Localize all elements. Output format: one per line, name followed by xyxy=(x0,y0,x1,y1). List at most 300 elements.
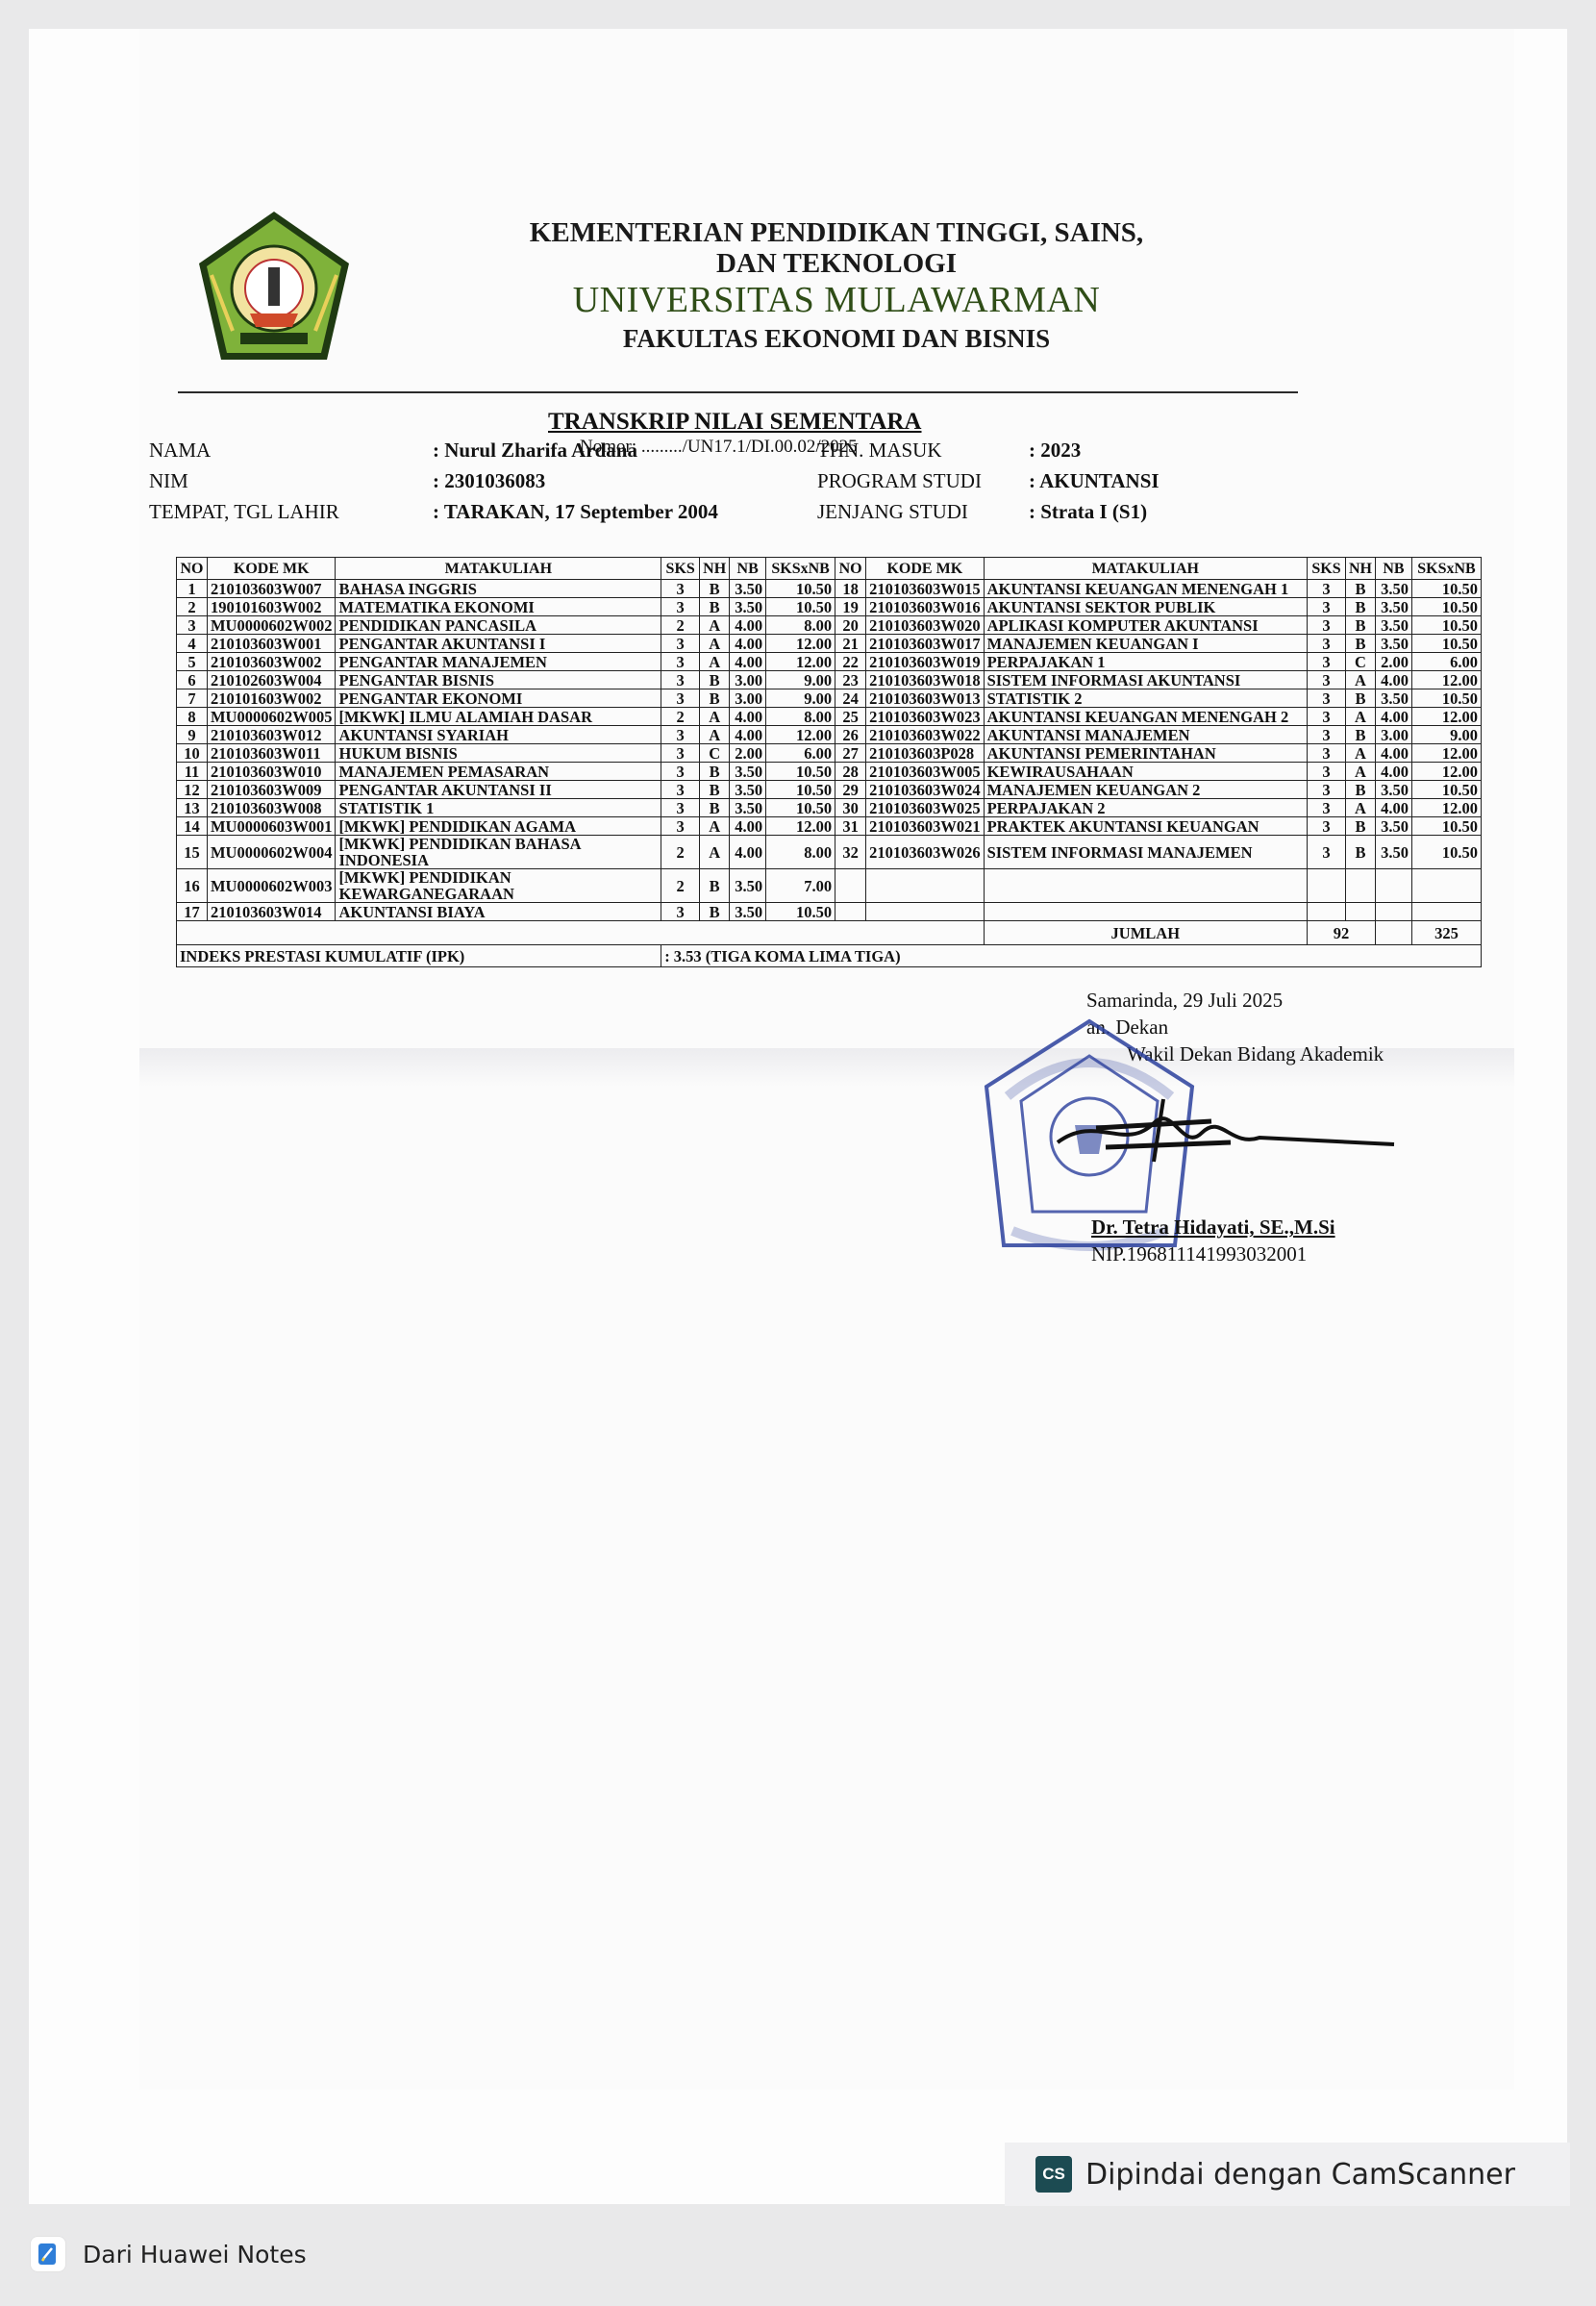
cell-kode-mk: 210103603W016 xyxy=(866,598,985,616)
cell-matakuliah: AKUNTANSI KEUANGAN MENENGAH 2 xyxy=(984,708,1307,726)
cell-kode-mk: 210103603W019 xyxy=(866,653,985,671)
cell-nb: 2.00 xyxy=(1375,653,1411,671)
cell-kode-mk: 210103603W022 xyxy=(866,726,985,744)
table-row xyxy=(177,799,1482,817)
camscanner-text: Dipindai dengan CamScanner xyxy=(1085,2157,1515,2192)
cell-matakuliah: PENGANTAR EKONOMI xyxy=(336,689,661,708)
col-header-nb: NB xyxy=(1375,558,1411,580)
cell-sksxnb: 10.50 xyxy=(766,763,835,781)
cell-nh: B xyxy=(700,763,730,781)
cell-nh: B xyxy=(1345,836,1375,869)
cell-no: 2 xyxy=(177,598,208,616)
cell-no: 17 xyxy=(177,903,208,921)
cell-sks: 3 xyxy=(661,580,700,598)
cell-matakuliah: SISTEM INFORMASI MANAJEMEN xyxy=(984,836,1307,869)
cell-nh: B xyxy=(700,903,730,921)
cell-no: 3 xyxy=(177,616,208,635)
cell-kode-mk: MU0000602W005 xyxy=(207,708,336,726)
col-header-sks: SKS xyxy=(1308,558,1346,580)
cell-matakuliah: APLIKASI KOMPUTER AKUNTANSI xyxy=(984,616,1307,635)
cell-kode-mk xyxy=(866,903,985,921)
table-row xyxy=(177,836,1482,869)
total-row xyxy=(177,921,1482,945)
cell-nh: B xyxy=(1345,616,1375,635)
cell-matakuliah: [MKWK] PENDIDIKAN AGAMA xyxy=(336,817,661,836)
cell-no: 28 xyxy=(835,763,866,781)
cell-sksxnb: 9.00 xyxy=(766,689,835,708)
total-label: JUMLAH xyxy=(984,921,1307,945)
cell-nb: 4.00 xyxy=(730,616,766,635)
year-label: THN. MASUK xyxy=(817,439,942,462)
cell-matakuliah: PENGANTAR MANAJEMEN xyxy=(336,653,661,671)
cell-sks: 3 xyxy=(661,689,700,708)
cell-nh: A xyxy=(700,836,730,869)
cell-no: 18 xyxy=(835,580,866,598)
ministry-line-1: KEMENTERIAN PENDIDIKAN TINGGI, SAINS, xyxy=(529,217,1144,248)
cell-no xyxy=(835,869,866,903)
cell-no: 20 xyxy=(835,616,866,635)
cell-kode-mk: 210103603W013 xyxy=(866,689,985,708)
footer-text: Dari Huawei Notes xyxy=(83,2240,307,2268)
cell-nb: 4.00 xyxy=(1375,671,1411,689)
cell-sks: 3 xyxy=(661,671,700,689)
cell-nh: C xyxy=(700,744,730,763)
cell-sksxnb: 12.00 xyxy=(766,653,835,671)
cell-matakuliah: SISTEM INFORMASI AKUNTANSI xyxy=(984,671,1307,689)
cell-matakuliah: KEWIRAUSAHAAN xyxy=(984,763,1307,781)
cell-sksxnb: 8.00 xyxy=(766,836,835,869)
col-header-no: NO xyxy=(177,558,208,580)
cell-kode-mk: 210103603W009 xyxy=(207,781,336,799)
cell-kode-mk: MU0000603W001 xyxy=(207,817,336,836)
cell-no: 6 xyxy=(177,671,208,689)
cell-sksxnb: 12.00 xyxy=(1411,744,1481,763)
cell-matakuliah: PENGANTAR AKUNTANSI II xyxy=(336,781,661,799)
cell-matakuliah: [MKWK] ILMU ALAMIAH DASAR xyxy=(336,708,661,726)
cell-sks: 2 xyxy=(661,869,700,903)
program-value: : AKUNTANSI xyxy=(1029,469,1160,492)
cell-nh: B xyxy=(1345,726,1375,744)
cell-matakuliah: MANAJEMEN KEUANGAN I xyxy=(984,635,1307,653)
faculty-name: FAKULTAS EKONOMI DAN BISNIS xyxy=(622,324,1051,353)
cell-matakuliah: PENGANTAR AKUNTANSI I xyxy=(336,635,661,653)
cell-no: 7 xyxy=(177,689,208,708)
cell-no: 1 xyxy=(177,580,208,598)
cell-sks: 3 xyxy=(1308,817,1346,836)
cell-sksxnb: 10.50 xyxy=(766,903,835,921)
cell-sksxnb: 10.50 xyxy=(1411,817,1481,836)
cell-sks: 3 xyxy=(661,903,700,921)
total-blank xyxy=(1375,921,1411,945)
cell-nb: 3.50 xyxy=(1375,817,1411,836)
cell-sks: 3 xyxy=(1308,635,1346,653)
cell-nb: 3.50 xyxy=(1375,598,1411,616)
cell-sksxnb: 10.50 xyxy=(766,598,835,616)
cell-kode-mk: 210103603W002 xyxy=(207,653,336,671)
cell-matakuliah: AKUNTANSI SYARIAH xyxy=(336,726,661,744)
cell-sksxnb: 12.00 xyxy=(1411,671,1481,689)
cell-nb: 4.00 xyxy=(730,635,766,653)
table-row xyxy=(177,869,1482,903)
cell-matakuliah: AKUNTANSI SEKTOR PUBLIK xyxy=(984,598,1307,616)
cell-matakuliah: [MKWK] PENDIDIKAN BAHASA INDONESIA xyxy=(336,836,661,869)
cell-no: 14 xyxy=(177,817,208,836)
cell-sks: 3 xyxy=(1308,708,1346,726)
cell-nb: 3.50 xyxy=(1375,781,1411,799)
cell-nb: 3.50 xyxy=(730,799,766,817)
cell-sks: 3 xyxy=(661,726,700,744)
ipk-row xyxy=(177,945,1482,967)
cell-no: 30 xyxy=(835,799,866,817)
cell-sksxnb xyxy=(1411,869,1481,903)
cell-sksxnb: 12.00 xyxy=(766,726,835,744)
cell-nb: 3.50 xyxy=(1375,836,1411,869)
cell-sks: 3 xyxy=(1308,781,1346,799)
cell-sksxnb: 7.00 xyxy=(766,869,835,903)
cell-kode-mk: 190101603W002 xyxy=(207,598,336,616)
cell-sks xyxy=(1308,903,1346,921)
cell-no: 9 xyxy=(177,726,208,744)
cell-kode-mk: MU0000602W004 xyxy=(207,836,336,869)
cell-matakuliah: PENGANTAR BISNIS xyxy=(336,671,661,689)
cell-matakuliah: MATEMATIKA EKONOMI xyxy=(336,598,661,616)
cell-kode-mk: 210103603W005 xyxy=(866,763,985,781)
cell-nb: 3.50 xyxy=(1375,616,1411,635)
cell-sksxnb: 6.00 xyxy=(766,744,835,763)
cell-nh: B xyxy=(700,799,730,817)
cell-no: 16 xyxy=(177,869,208,903)
col-header-nh: NH xyxy=(1345,558,1375,580)
cell-matakuliah: STATISTIK 2 xyxy=(984,689,1307,708)
cell-sksxnb: 12.00 xyxy=(766,817,835,836)
university-logo xyxy=(192,208,356,369)
cell-no: 22 xyxy=(835,653,866,671)
cell-matakuliah: BAHASA INGGRIS xyxy=(336,580,661,598)
cell-no: 24 xyxy=(835,689,866,708)
ipk-value: : 3.53 (TIGA KOMA LIMA TIGA) xyxy=(661,945,1482,967)
cell-kode-mk: 210103603W026 xyxy=(866,836,985,869)
cell-sksxnb: 10.50 xyxy=(1411,781,1481,799)
cell-sksxnb: 9.00 xyxy=(1411,726,1481,744)
cell-nb: 4.00 xyxy=(730,726,766,744)
cell-no: 19 xyxy=(835,598,866,616)
col-header-matakuliah: MATAKULIAH xyxy=(336,558,661,580)
cell-sksxnb: 12.00 xyxy=(1411,799,1481,817)
cell-sksxnb: 9.00 xyxy=(766,671,835,689)
document-title: TRANSKRIP NILAI SEMENTARA xyxy=(548,409,922,435)
cell-sksxnb: 10.50 xyxy=(766,580,835,598)
birth-label: TEMPAT, TGL LAHIR xyxy=(149,500,339,523)
table-row xyxy=(177,708,1482,726)
handwritten-signature xyxy=(1038,1094,1404,1171)
cell-sksxnb: 10.50 xyxy=(1411,580,1481,598)
table-row xyxy=(177,653,1482,671)
nim-label: NIM xyxy=(149,469,188,492)
cell-nb: 3.00 xyxy=(730,671,766,689)
total-sks: 92 xyxy=(1308,921,1376,945)
col-header-kode-mk: KODE MK xyxy=(207,558,336,580)
cell-nb: 4.00 xyxy=(1375,708,1411,726)
cell-matakuliah: AKUNTANSI MANAJEMEN xyxy=(984,726,1307,744)
cell-nb xyxy=(1375,869,1411,903)
col-header-sksxnb: SKSxNB xyxy=(1411,558,1481,580)
cell-matakuliah: PENDIDIKAN PANCASILA xyxy=(336,616,661,635)
nim-value: : 2301036083 xyxy=(433,469,546,492)
cell-sksxnb: 12.00 xyxy=(1411,763,1481,781)
cell-nh: B xyxy=(700,580,730,598)
university-name: UNIVERSITAS MULAWARMAN xyxy=(572,280,1101,320)
camscanner-logo-icon: CS xyxy=(1035,2156,1072,2193)
cell-no: 15 xyxy=(177,836,208,869)
total-spacer xyxy=(177,921,985,945)
cell-kode-mk: 210102603W004 xyxy=(207,671,336,689)
cell-nb: 2.00 xyxy=(730,744,766,763)
cell-sks: 2 xyxy=(661,836,700,869)
cell-sksxnb: 10.50 xyxy=(766,799,835,817)
cell-nh: B xyxy=(700,781,730,799)
cell-matakuliah: PERPAJAKAN 2 xyxy=(984,799,1307,817)
cell-sksxnb: 10.50 xyxy=(1411,598,1481,616)
cell-nh: B xyxy=(1345,598,1375,616)
cell-sks: 3 xyxy=(1308,763,1346,781)
cell-sks: 3 xyxy=(661,817,700,836)
cell-nb: 3.50 xyxy=(730,869,766,903)
table-row xyxy=(177,763,1482,781)
cell-matakuliah: HUKUM BISNIS xyxy=(336,744,661,763)
cell-kode-mk: 210103603W020 xyxy=(866,616,985,635)
cell-matakuliah: AKUNTANSI PEMERINTAHAN xyxy=(984,744,1307,763)
cell-sks: 3 xyxy=(661,653,700,671)
cell-nh: B xyxy=(1345,580,1375,598)
table-header-row xyxy=(177,558,1482,580)
cell-kode-mk: 210103603W023 xyxy=(866,708,985,726)
birth-value: : TARAKAN, 17 September 2004 xyxy=(433,500,718,523)
cell-kode-mk: 210103603W017 xyxy=(866,635,985,653)
cell-no: 11 xyxy=(177,763,208,781)
cell-nh: B xyxy=(1345,817,1375,836)
cell-sks: 3 xyxy=(661,598,700,616)
cell-matakuliah: MANAJEMEN PEMASARAN xyxy=(336,763,661,781)
cell-kode-mk: 210103603W007 xyxy=(207,580,336,598)
cell-nh: B xyxy=(1345,635,1375,653)
cell-sksxnb: 8.00 xyxy=(766,616,835,635)
col-header-matakuliah: MATAKULIAH xyxy=(984,558,1307,580)
document-page xyxy=(29,29,1567,2204)
cell-sksxnb: 10.50 xyxy=(1411,689,1481,708)
cell-nb: 4.00 xyxy=(1375,799,1411,817)
table-row xyxy=(177,635,1482,653)
cell-matakuliah: [MKWK] PENDIDIKAN KEWARGANEGARAAN xyxy=(336,869,661,903)
cell-matakuliah xyxy=(984,869,1307,903)
cell-nh: B xyxy=(1345,689,1375,708)
cell-nb: 3.50 xyxy=(1375,635,1411,653)
col-header-nb: NB xyxy=(730,558,766,580)
cell-matakuliah: AKUNTANSI BIAYA xyxy=(336,903,661,921)
cell-kode-mk: 210103603W011 xyxy=(207,744,336,763)
cell-nb: 4.00 xyxy=(1375,744,1411,763)
cell-sks: 3 xyxy=(661,763,700,781)
table-row xyxy=(177,903,1482,921)
cell-nb: 3.50 xyxy=(730,580,766,598)
cell-matakuliah: PRAKTEK AKUNTANSI KEUANGAN xyxy=(984,817,1307,836)
name-value: : Nurul Zharifa Ardana xyxy=(433,439,637,462)
cell-sksxnb: 10.50 xyxy=(1411,616,1481,635)
signer-position: Wakil Dekan Bidang Akademik xyxy=(1127,1042,1384,1065)
level-label: JENJANG STUDI xyxy=(817,500,968,523)
cell-nh: B xyxy=(700,869,730,903)
cell-kode-mk: 210103603W024 xyxy=(866,781,985,799)
cell-nb: 3.50 xyxy=(1375,580,1411,598)
table-row xyxy=(177,689,1482,708)
cell-sks: 3 xyxy=(661,744,700,763)
cell-kode-mk: 210103603W021 xyxy=(866,817,985,836)
table-row xyxy=(177,598,1482,616)
cell-nh: A xyxy=(1345,763,1375,781)
program-label: PROGRAM STUDI xyxy=(817,469,982,492)
cell-matakuliah: PERPAJAKAN 1 xyxy=(984,653,1307,671)
cell-no: 13 xyxy=(177,799,208,817)
cell-sksxnb: 12.00 xyxy=(1411,708,1481,726)
cell-no: 25 xyxy=(835,708,866,726)
cell-sks: 3 xyxy=(1308,726,1346,744)
cell-kode-mk: 210103603W014 xyxy=(207,903,336,921)
cell-sks: 3 xyxy=(1308,744,1346,763)
cell-no xyxy=(835,903,866,921)
cell-nh: B xyxy=(700,671,730,689)
cell-matakuliah xyxy=(984,903,1307,921)
on-behalf: an. Dekan xyxy=(1086,1015,1169,1039)
cell-nh: B xyxy=(700,689,730,708)
cell-sks: 3 xyxy=(1308,799,1346,817)
signer-nip: NIP.196811141993032001 xyxy=(1091,1242,1308,1266)
cell-nb: 3.00 xyxy=(730,689,766,708)
table-row xyxy=(177,616,1482,635)
cell-nh: A xyxy=(1345,744,1375,763)
col-header-nh: NH xyxy=(700,558,730,580)
ministry-line-2: DAN TEKNOLOGI xyxy=(715,248,958,279)
cell-nb: 3.00 xyxy=(1375,726,1411,744)
cell-sks: 3 xyxy=(1308,689,1346,708)
table-row xyxy=(177,671,1482,689)
cell-nh: B xyxy=(1345,781,1375,799)
cell-sksxnb xyxy=(1411,903,1481,921)
camscanner-watermark xyxy=(1005,2143,1570,2206)
cell-no: 31 xyxy=(835,817,866,836)
cell-no: 8 xyxy=(177,708,208,726)
grades-table xyxy=(176,557,1482,967)
source-footer xyxy=(31,2237,307,2271)
cell-kode-mk: 210103603W008 xyxy=(207,799,336,817)
cell-sksxnb: 8.00 xyxy=(766,708,835,726)
cell-no: 5 xyxy=(177,653,208,671)
cell-nh: A xyxy=(1345,708,1375,726)
cell-no: 4 xyxy=(177,635,208,653)
cell-matakuliah: MANAJEMEN KEUANGAN 2 xyxy=(984,781,1307,799)
cell-no: 27 xyxy=(835,744,866,763)
cell-nh: C xyxy=(1345,653,1375,671)
cell-nb xyxy=(1375,903,1411,921)
cell-sks: 2 xyxy=(661,616,700,635)
level-value: : Strata I (S1) xyxy=(1029,500,1148,523)
name-label: NAMA xyxy=(149,439,212,462)
col-header-kode-mk: KODE MK xyxy=(866,558,985,580)
cell-nh: A xyxy=(700,635,730,653)
document-number: Nomor: ........./UN17.1/DI.00.02/2025 xyxy=(580,437,858,457)
cell-sksxnb: 6.00 xyxy=(1411,653,1481,671)
cell-sks: 3 xyxy=(1308,836,1346,869)
place-date: Samarinda, 29 Juli 2025 xyxy=(1086,989,1284,1012)
cell-kode-mk: 210103603W001 xyxy=(207,635,336,653)
cell-kode-mk: MU0000602W002 xyxy=(207,616,336,635)
cell-sksxnb: 10.50 xyxy=(1411,635,1481,653)
cell-nb: 3.50 xyxy=(730,763,766,781)
cell-nh: A xyxy=(700,616,730,635)
cell-nh xyxy=(1345,869,1375,903)
cell-sks: 3 xyxy=(1308,598,1346,616)
header-divider xyxy=(178,391,1298,393)
cell-no: 23 xyxy=(835,671,866,689)
cell-kode-mk: 210103603W012 xyxy=(207,726,336,744)
cell-sksxnb: 10.50 xyxy=(1411,836,1481,869)
cell-no: 29 xyxy=(835,781,866,799)
cell-nb: 4.00 xyxy=(730,817,766,836)
signer-name: Dr. Tetra Hidayati, SE.,M.Si xyxy=(1091,1216,1335,1239)
cell-kode-mk: 210103603P028 xyxy=(866,744,985,763)
cell-nb: 4.00 xyxy=(730,708,766,726)
cell-no: 12 xyxy=(177,781,208,799)
cell-nh: A xyxy=(700,726,730,744)
cell-sks: 3 xyxy=(661,799,700,817)
cell-kode-mk: 210103603W018 xyxy=(866,671,985,689)
cell-no: 26 xyxy=(835,726,866,744)
cell-sks: 3 xyxy=(1308,653,1346,671)
cell-matakuliah: AKUNTANSI KEUANGAN MENENGAH 1 xyxy=(984,580,1307,598)
cell-no: 21 xyxy=(835,635,866,653)
table-row xyxy=(177,744,1482,763)
cell-nh: A xyxy=(1345,671,1375,689)
cell-sksxnb: 12.00 xyxy=(766,635,835,653)
cell-no: 32 xyxy=(835,836,866,869)
notes-icon xyxy=(31,2237,65,2271)
cell-sksxnb: 10.50 xyxy=(766,781,835,799)
cell-sks: 2 xyxy=(661,708,700,726)
table-row xyxy=(177,726,1482,744)
cell-nh: A xyxy=(700,653,730,671)
cell-nh: A xyxy=(700,817,730,836)
cell-sks: 3 xyxy=(1308,616,1346,635)
cell-no: 10 xyxy=(177,744,208,763)
year-value: : 2023 xyxy=(1029,439,1082,462)
cell-nb: 3.50 xyxy=(730,781,766,799)
cell-kode-mk: 210101603W002 xyxy=(207,689,336,708)
table-row xyxy=(177,580,1482,598)
cell-kode-mk: 210103603W010 xyxy=(207,763,336,781)
col-header-no: NO xyxy=(835,558,866,580)
cell-sks: 3 xyxy=(661,781,700,799)
cell-kode-mk: 210103603W025 xyxy=(866,799,985,817)
cell-nh: A xyxy=(1345,799,1375,817)
cell-nb: 3.50 xyxy=(1375,689,1411,708)
cell-nb: 4.00 xyxy=(1375,763,1411,781)
cell-nh: B xyxy=(700,598,730,616)
cell-nb: 3.50 xyxy=(730,598,766,616)
ipk-label: INDEKS PRESTASI KUMULATIF (IPK) xyxy=(177,945,661,967)
table-row xyxy=(177,781,1482,799)
cell-kode-mk: MU0000602W003 xyxy=(207,869,336,903)
col-header-sks: SKS xyxy=(661,558,700,580)
cell-nb: 3.50 xyxy=(730,903,766,921)
cell-nh xyxy=(1345,903,1375,921)
